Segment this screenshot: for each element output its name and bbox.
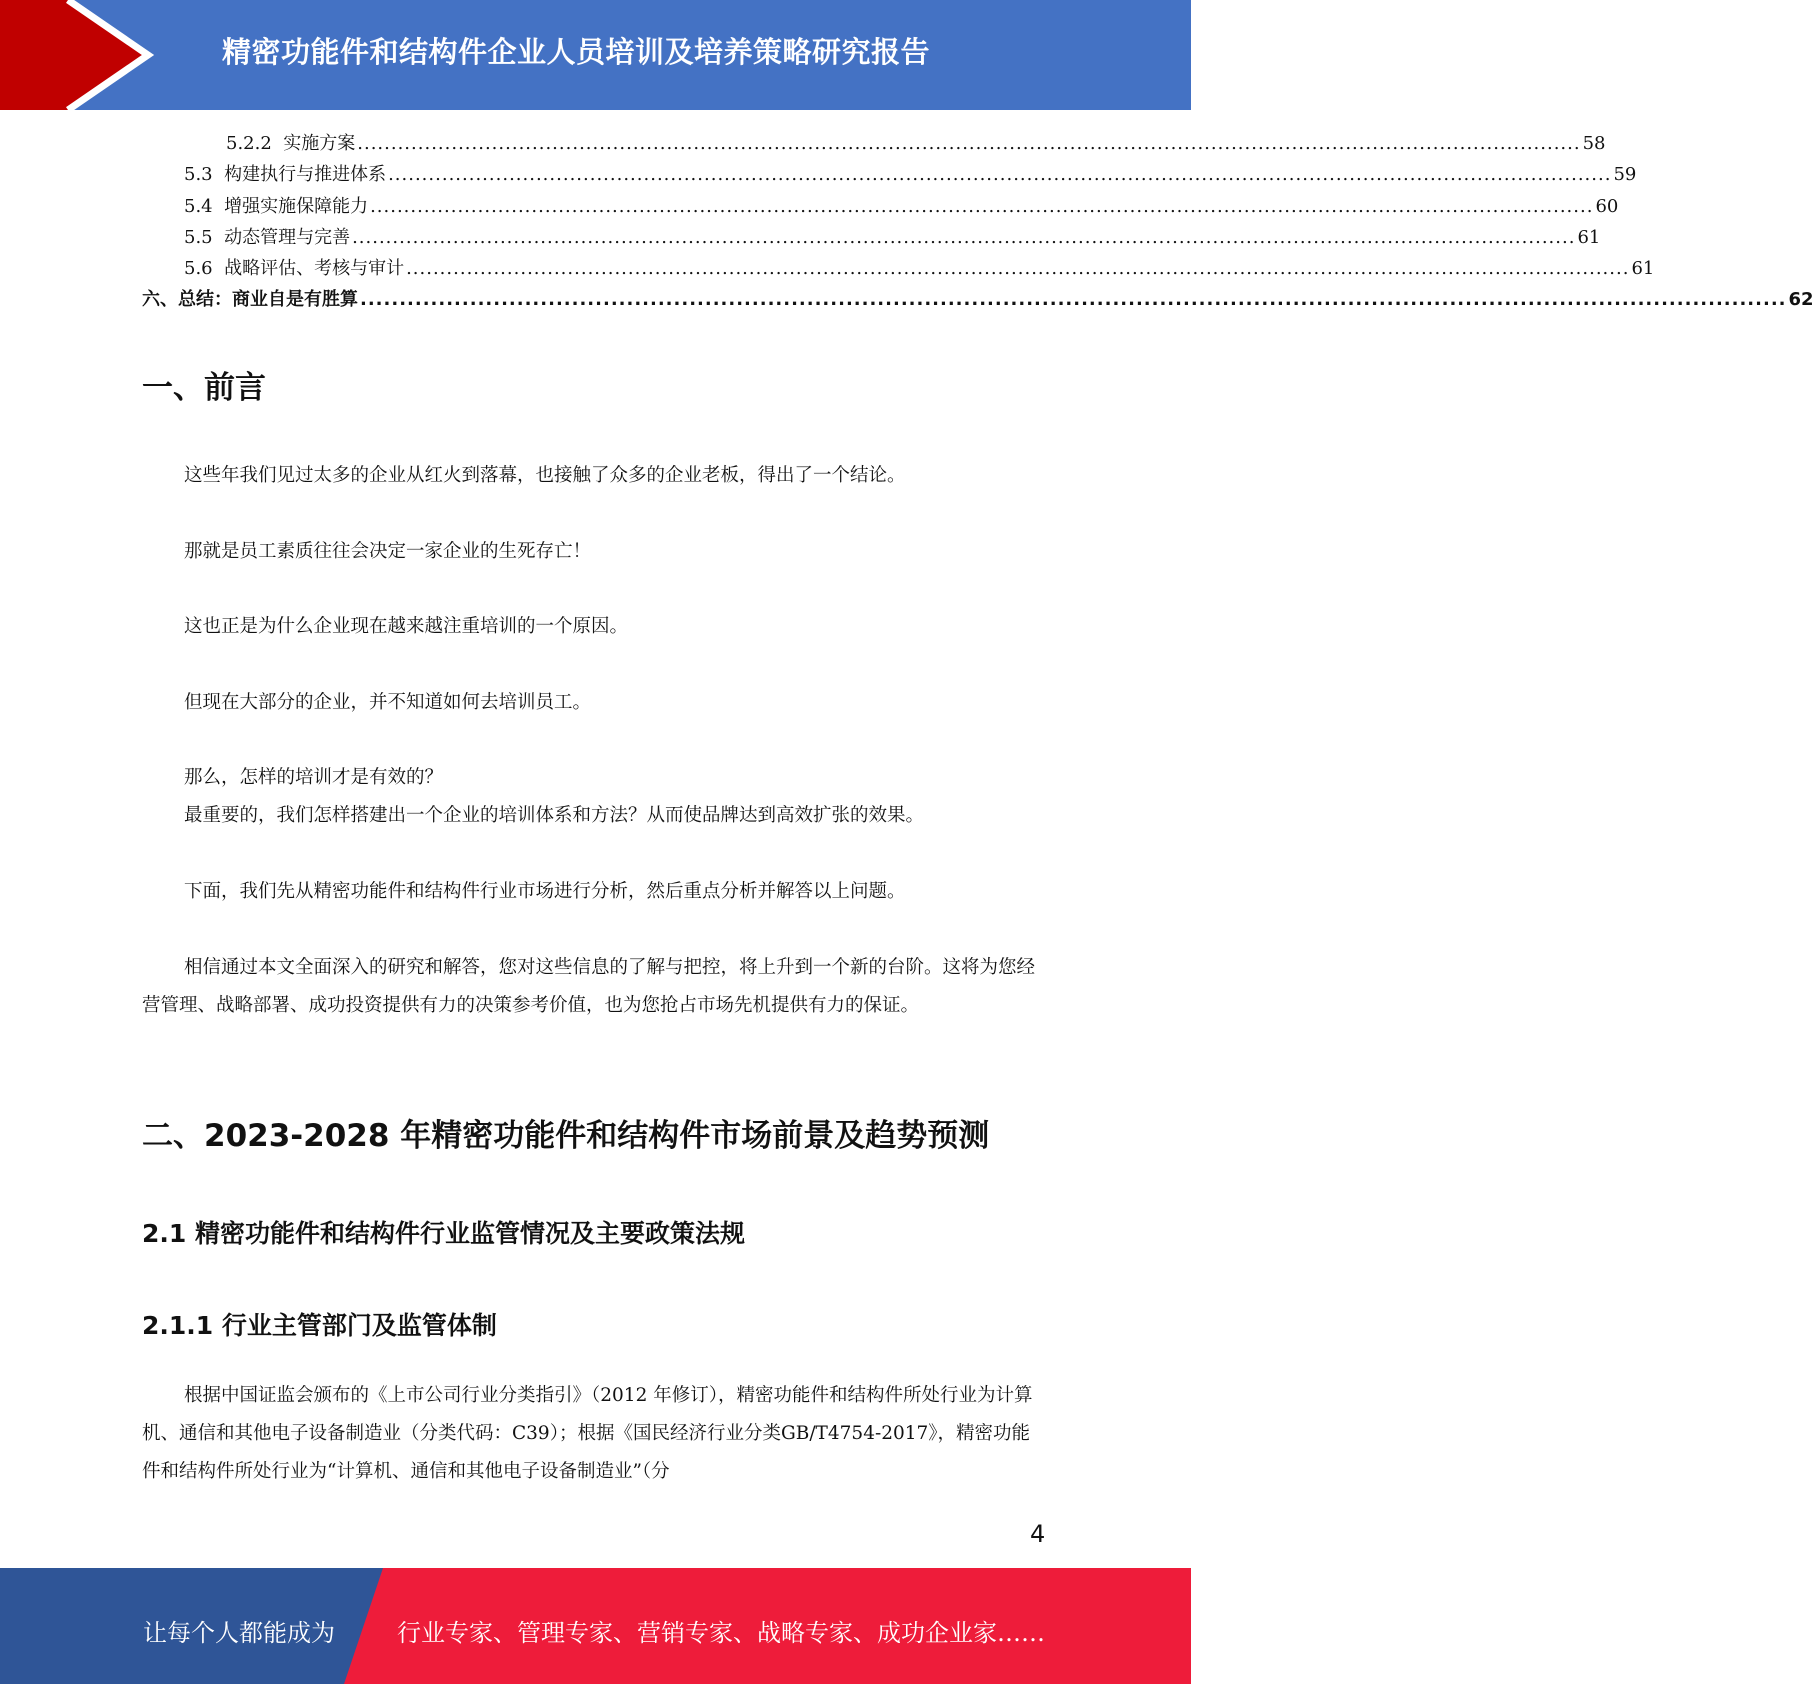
red-arrow-decoration — [0, 0, 160, 110]
toc-entry[interactable] — [142, 191, 1619, 222]
toc-entry[interactable] — [142, 284, 1814, 315]
toc-leader-dots: ...................................................................................................................................................................................... — [360, 289, 1787, 311]
toc-entry-page: 58 — [1582, 133, 1606, 154]
toc-leader-dots: ...................................................................................................................................................................................... — [357, 133, 1581, 154]
page-footer-banner — [0, 1568, 1191, 1684]
toc-entry-label: 实施方案 — [283, 133, 356, 154]
toc-entry-label: 战略评估、考核与审计 — [224, 258, 405, 280]
footer-slogan-left: 让每个人都能成为 — [143, 1619, 335, 1647]
toc-entry[interactable] — [142, 253, 1655, 284]
toc-entry-label: 六、总结：商业自是有胜算 — [142, 289, 358, 311]
paragraph: 下面，我们先从精密功能件和结构件行业市场进行分析，然后重点分析并解答以上问题。 — [184, 881, 906, 902]
paragraph: 但现在大部分的企业，并不知道如何去培训员工。 — [184, 692, 592, 713]
toc-entry-label: 构建执行与推进体系 — [224, 164, 387, 186]
section-1-title: 一、前言 — [142, 370, 266, 406]
toc-entry[interactable] — [142, 128, 1606, 159]
toc-entry[interactable] — [142, 159, 1637, 190]
paragraph: 最重要的，我们怎样搭建出一个企业的培训体系和方法？从而使品牌达到高效扩张的效果。 — [184, 805, 925, 826]
toc-entry[interactable] — [142, 222, 1601, 253]
report-title: 精密功能件和结构件企业人员培训及培养策略研究报告 — [222, 35, 931, 69]
paragraph: 相信通过本文全面深入的研究和解答，您对这些信息的了解与把控，将上升到一个新的台阶。这将为您经营管理、战略部署、成功投资提供有力的决策参考价值，也为您抢占市场先机提供有力的保证。 — [142, 957, 1036, 1016]
toc-leader-dots: ...................................................................................................................................................................................... — [352, 226, 1576, 248]
page-number: 4 — [1030, 1520, 1046, 1548]
page-header-banner — [0, 0, 1191, 110]
toc-leader-dots: ...................................................................................................................................................................................... — [388, 164, 1612, 186]
toc-leader-dots: ...................................................................................................................................................................................... — [370, 195, 1594, 217]
paragraph: 那就是员工素质往往会决定一家企业的生死存亡！ — [184, 541, 592, 562]
paragraph: 这些年我们见过太多的企业从红火到落幕，也接触了众多的企业老板，得出了一个结论。 — [184, 465, 906, 486]
section-2-1-1-title: 2.1.1 行业主管部门及监管体制 — [142, 1311, 497, 1340]
section-2-1-title: 2.1 精密功能件和结构件行业监管情况及主要政策法规 — [142, 1219, 745, 1248]
toc-leader-dots: ...................................................................................................................................................................................... — [406, 258, 1630, 280]
paragraph: 根据中国证监会颁布的《上市公司行业分类指引》（2012 年修订），精密功能件和结构件所处行业为计算机、通信和其他电子设备制造业（分类代码：C39）；根据《国民经济行业分类GB/T4754-2017》，精密功能件和结构件所处行业为“计算机、通信和其他电子设备制造业”（分 — [142, 1385, 1033, 1482]
toc-entry-page: 61 — [1577, 226, 1601, 248]
table-of-contents — [142, 128, 1814, 316]
toc-entry-number: 5.3 — [184, 164, 225, 186]
toc-entry-page: 61 — [1631, 258, 1655, 280]
toc-entry-number: 5.4 — [184, 195, 225, 217]
toc-entry-page: 62 — [1788, 289, 1814, 311]
toc-entry-page: 59 — [1613, 164, 1637, 186]
footer-slogan-right: 行业专家、管理专家、营销专家、战略专家、成功企业家…… — [397, 1619, 1045, 1647]
paragraph: 那么，怎样的培训才是有效的？ — [184, 767, 444, 788]
toc-entry-page: 60 — [1595, 195, 1619, 217]
section-2-title: 二、2023-2028 年精密功能件和结构件市场前景及趋势预测 — [142, 1118, 990, 1154]
toc-entry-label: 动态管理与完善 — [224, 226, 351, 248]
toc-entry-number: 5.2.2 — [226, 133, 284, 154]
paragraph: 这也正是为什么企业现在越来越注重培训的一个原因。 — [184, 616, 629, 637]
toc-entry-number: 5.6 — [184, 258, 225, 280]
toc-entry-number: 5.5 — [184, 226, 225, 248]
toc-entry-label: 增强实施保障能力 — [224, 195, 369, 217]
